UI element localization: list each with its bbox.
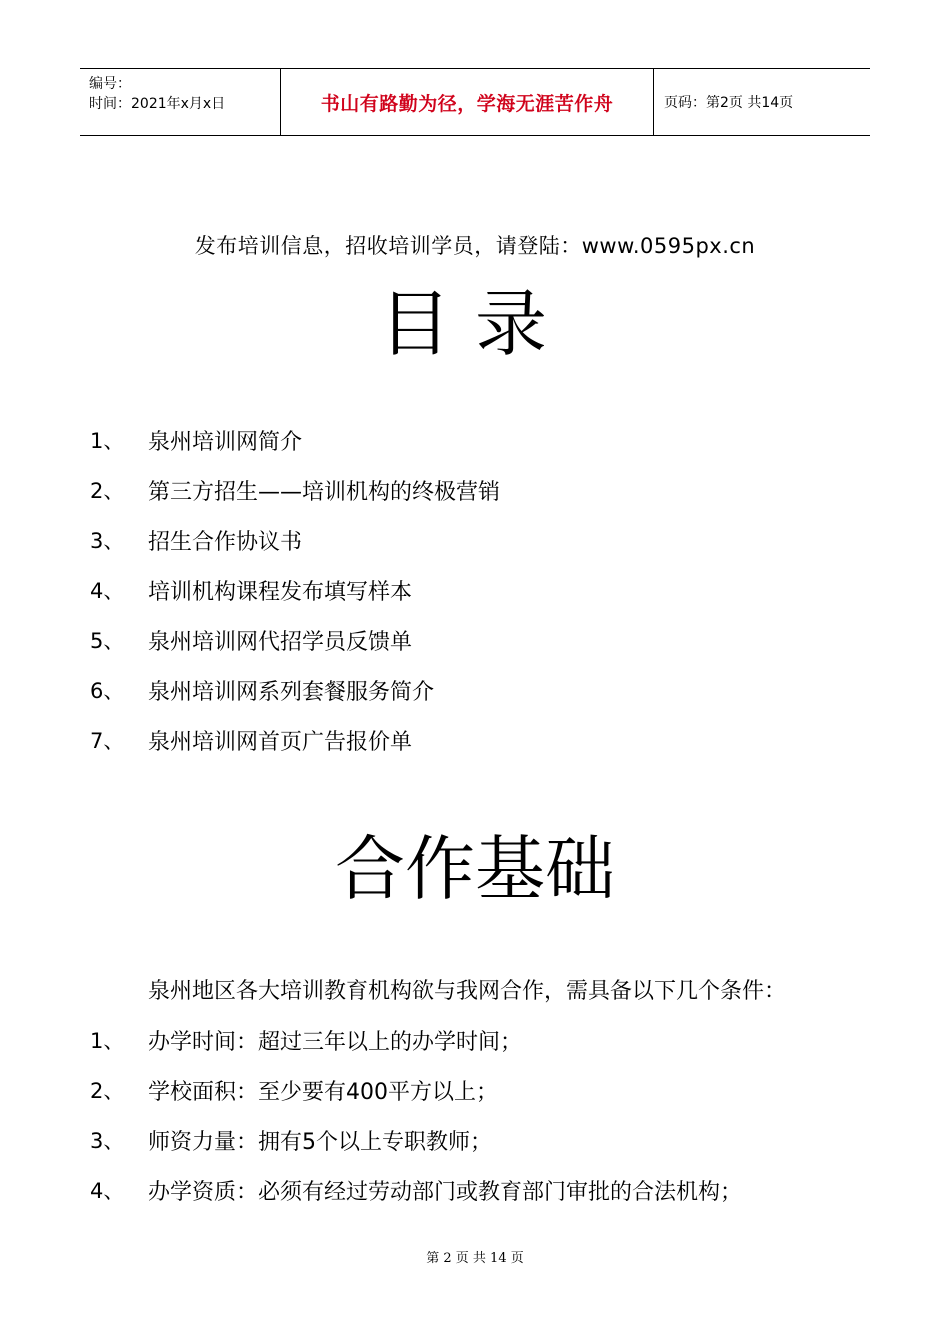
toc-item <box>90 675 500 725</box>
toc-item-number: 6、 <box>90 679 125 703</box>
intro-text: 发布培训信息，招收培训学员，请登陆：www.0595px.cn <box>194 234 756 258</box>
toc-item-text: 第三方招生——培训机构的终极营销 <box>148 480 501 505</box>
toc-list <box>90 425 500 775</box>
condition-text: 办学时间：超过三年以上的办学时间； <box>148 1030 523 1055</box>
condition-item <box>90 1125 742 1175</box>
cooperation-intro: 泉州地区各大培训教育机构欲与我网合作，需具备以下几个条件： <box>148 979 787 1004</box>
toc-item-text: 泉州培训网系列套餐服务简介 <box>148 680 435 705</box>
condition-text: 学校面积：至少要有400平方以上； <box>148 1080 498 1105</box>
toc-item-number: 2、 <box>90 479 125 503</box>
condition-number: 2、 <box>90 1079 125 1103</box>
toc-item <box>90 525 500 575</box>
page-header <box>80 68 870 136</box>
toc-item-number: 7、 <box>90 729 125 753</box>
condition-text: 办学资质：必须有经过劳动部门或教育部门审批的合法机构； <box>148 1180 743 1205</box>
condition-number: 3、 <box>90 1129 125 1153</box>
toc-item-number: 1、 <box>90 429 125 453</box>
page-info-text: 页码：第2页 共14页 <box>664 95 794 111</box>
toc-item-number: 3、 <box>90 529 125 553</box>
toc-item-number: 5、 <box>90 629 125 653</box>
header-meta <box>80 69 281 135</box>
condition-number: 4、 <box>90 1179 125 1203</box>
condition-number: 1、 <box>90 1029 125 1053</box>
cooperation-title: 合作基础 <box>335 828 615 910</box>
toc-title: 目录 <box>378 282 571 366</box>
number-label: 编号： <box>89 76 131 92</box>
page-footer: 第 2 页 共 14 页 <box>426 1251 524 1266</box>
toc-item <box>90 475 500 525</box>
toc-item-text: 招生合作协议书 <box>148 530 303 555</box>
toc-item <box>90 725 500 775</box>
condition-text: 师资力量：拥有5个以上专职教师； <box>148 1130 492 1155</box>
toc-item-text: 泉州培训网简介 <box>148 430 303 455</box>
condition-item <box>90 1175 742 1225</box>
toc-item-text: 泉州培训网代招学员反馈单 <box>148 630 413 655</box>
time-label: 时间：2021年x月x日 <box>89 96 226 112</box>
condition-item <box>90 1025 742 1075</box>
header-motto <box>281 69 654 135</box>
toc-item-number: 4、 <box>90 579 125 603</box>
toc-item <box>90 625 500 675</box>
motto-text: 书山有路勤为径，学海无涯苦作舟 <box>320 92 614 115</box>
toc-item <box>90 575 500 625</box>
condition-item <box>90 1075 742 1125</box>
header-page-info <box>654 69 870 135</box>
toc-item-text: 泉州培训网首页广告报价单 <box>148 730 413 755</box>
toc-item-text: 培训机构课程发布填写样本 <box>148 580 413 605</box>
condition-list <box>90 1025 742 1225</box>
toc-item <box>90 425 500 475</box>
